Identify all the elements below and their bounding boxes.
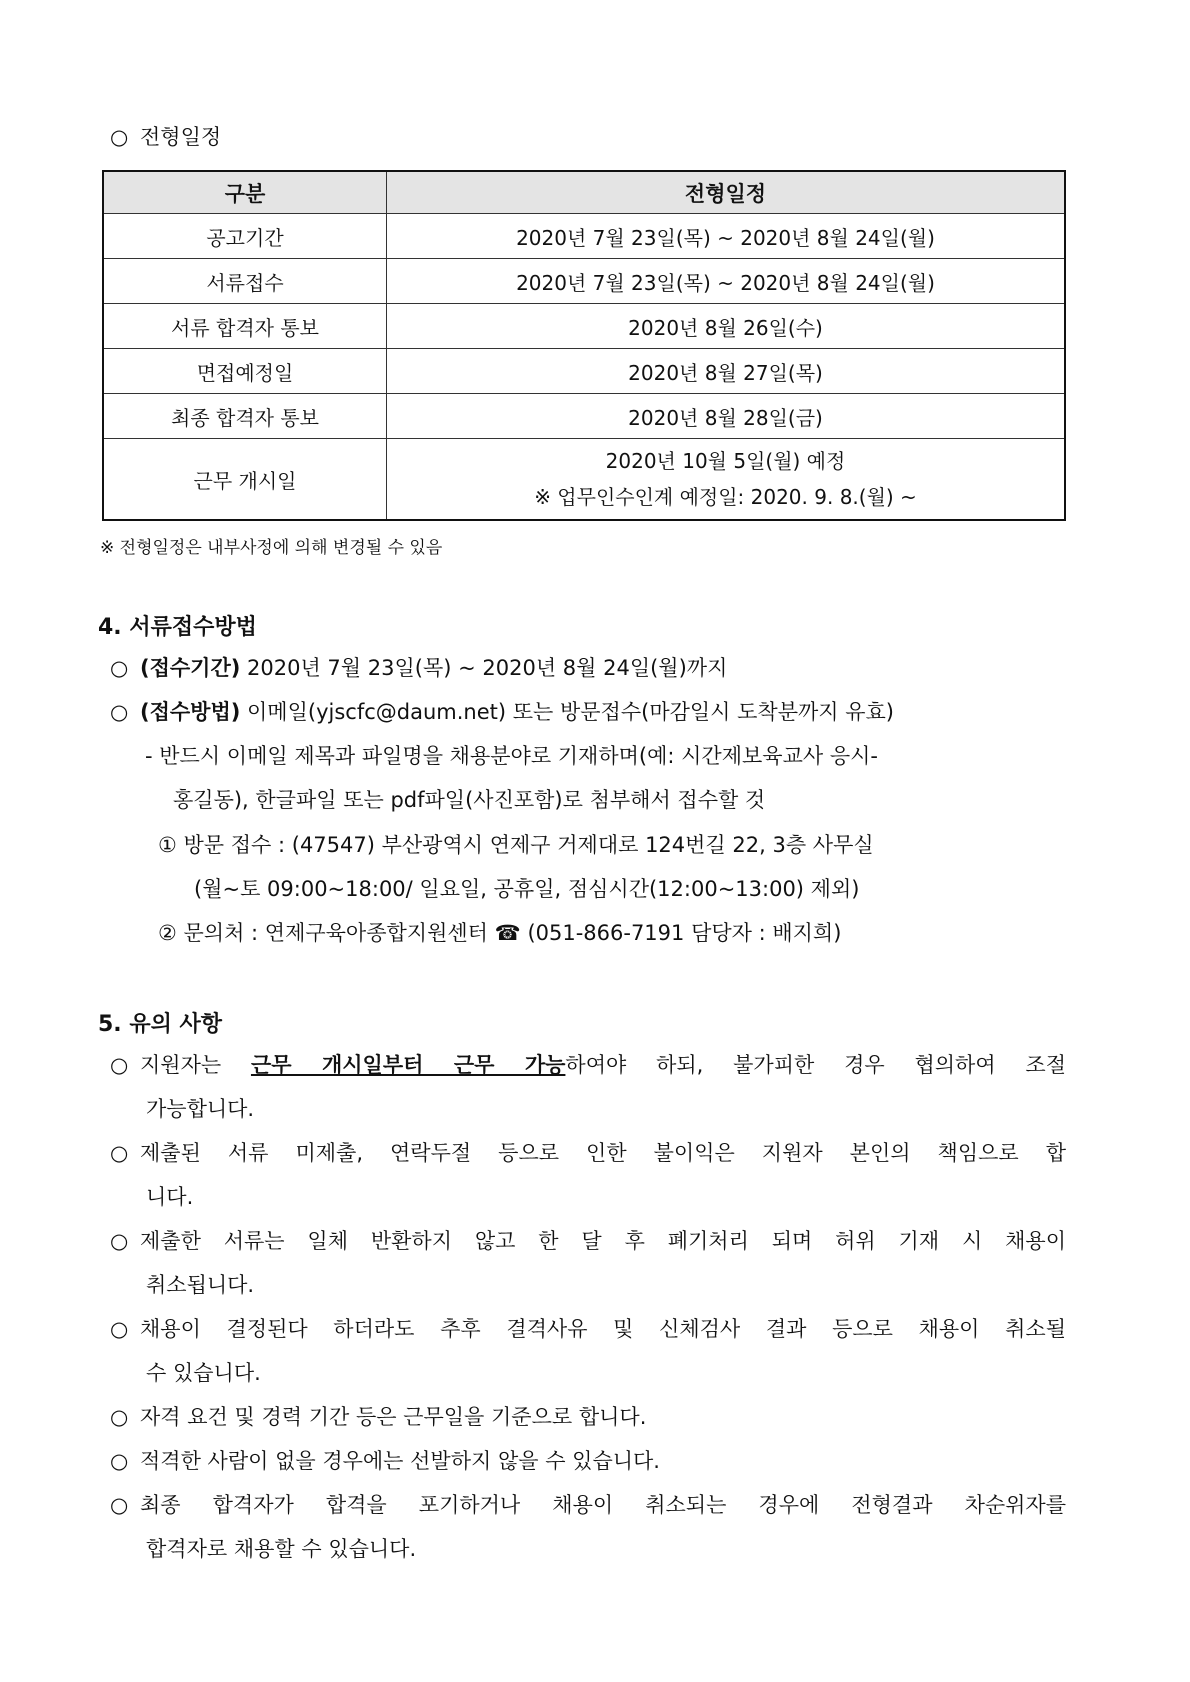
row-value: 2020년 8월 27일(목) (387, 349, 1066, 394)
notice-text: 최종 합격자가 합격을 포기하거나 채용이 취소되는 경우에 전형결과 차순위자를 (140, 1493, 1066, 1517)
circle-bullet-icon: ○ (110, 1229, 129, 1253)
row-value-line2: ※ 업무인수인계 예정일: 2020. 9. 8.(월) ~ (534, 485, 917, 509)
notice-underlined-text: 근무 개시일부터 근무 가능 (250, 1053, 566, 1077)
row-value: 2020년 7월 23일(목) ~ 2020년 8월 24일(월) (387, 214, 1066, 259)
row-value-line1: 2020년 10월 5일(월) 예정 (605, 449, 846, 473)
circle-bullet-icon: ○ (110, 1317, 129, 1341)
circle-bullet-icon: ○ (110, 125, 129, 149)
table-row (103, 439, 1065, 521)
section4-heading: 4. 서류접수방법 (98, 615, 257, 640)
notice-text: 지원자는 (140, 1053, 251, 1077)
item-label: (접수기간) (140, 656, 241, 680)
notice-text: 제출한 서류는 일체 반환하지 않고 한 달 후 폐기처리 되며 허위 기재 시 채용이 (140, 1229, 1066, 1253)
schedule-table (102, 170, 1066, 521)
row-label: 공고기간 (103, 214, 387, 259)
table-row (103, 394, 1065, 439)
circle-bullet-icon: ○ (110, 1053, 129, 1077)
item-label: (접수방법) (140, 700, 241, 724)
notice-item-3 (110, 1227, 1066, 1255)
header-category: 구분 (103, 171, 387, 214)
table-row (103, 214, 1065, 259)
notice-item-2-line2: 니다. (146, 1185, 194, 1209)
schedule-title (110, 123, 221, 151)
notice-item-3-line2: 취소됩니다. (146, 1273, 255, 1297)
visit-address-line: ① 방문 접수 : (47547) 부산광역시 연제구 거제대로 124번길 22, 3층 사무실 (158, 833, 874, 857)
circle-bullet-icon: ○ (110, 1493, 129, 1517)
notice-item-1 (110, 1051, 1066, 1079)
notice-item-7-line2: 합격자로 채용할 수 있습니다. (146, 1537, 417, 1561)
notice-text: 제출된 서류 미제출, 연락두절 등으로 인한 불이익은 지원자 본인의 책임으로 합 (140, 1141, 1066, 1165)
row-label: 최종 합격자 통보 (103, 394, 387, 439)
contact-line: ② 문의처 : 연제구육아종합지원센터 ☎ (051-866-7191 담당자 : 배지희) (158, 921, 842, 945)
notice-text: 하여야 하되, 불가피한 경우 협의하여 조절 (565, 1053, 1066, 1077)
section4-item-method (110, 698, 894, 726)
table-row (103, 259, 1065, 304)
circle-bullet-icon: ○ (110, 1405, 129, 1429)
notice-text: 자격 요건 및 경력 기간 등은 근무일을 기준으로 합니다. (140, 1405, 647, 1429)
row-value: 2020년 8월 26일(수) (387, 304, 1066, 349)
notice-text: 적격한 사람이 없을 경우에는 선발하지 않을 수 있습니다. (140, 1449, 660, 1473)
notice-text: 채용이 결정된다 하더라도 추후 결격사유 및 신체검사 결과 등으로 채용이 취소될 (140, 1317, 1066, 1341)
circle-bullet-icon: ○ (110, 656, 129, 680)
schedule-note: ※ 전형일정은 내부사정에 의해 변경될 수 있음 (100, 538, 443, 558)
notice-item-4-line2: 수 있습니다. (146, 1361, 261, 1385)
circle-bullet-icon: ○ (110, 1449, 129, 1473)
item-text: 이메일(yjscfc@daum.net) 또는 방문접수(마감일시 도착분까지 유효) (240, 700, 895, 724)
row-value: 2020년 7월 23일(목) ~ 2020년 8월 24일(월) (387, 259, 1066, 304)
row-label: 서류접수 (103, 259, 387, 304)
row-label: 면접예정일 (103, 349, 387, 394)
notice-item-6 (110, 1447, 660, 1475)
notice-item-5 (110, 1403, 646, 1431)
schedule-title-text: 전형일정 (140, 125, 222, 149)
notice-item-4 (110, 1315, 1066, 1343)
notice-item-2 (110, 1139, 1066, 1167)
header-schedule: 전형일정 (387, 171, 1066, 214)
dash-line-1: - 반드시 이메일 제목과 파일명을 채용분야로 기재하며(예: 시간제보육교사 응시- (145, 744, 878, 768)
circle-bullet-icon: ○ (110, 700, 129, 724)
notice-item-7 (110, 1491, 1066, 1519)
row-label: 서류 합격자 통보 (103, 304, 387, 349)
row-value: 2020년 8월 28일(금) (387, 394, 1066, 439)
row-value (387, 439, 1066, 521)
notice-item-1-line2: 가능합니다. (146, 1097, 255, 1121)
section4-item-period (110, 654, 727, 682)
circle-bullet-icon: ○ (110, 1141, 129, 1165)
item-text: 2020년 7월 23일(목) ~ 2020년 8월 24일(월)까지 (240, 656, 728, 680)
dash-line-2: 홍길동), 한글파일 또는 pdf파일(사진포함)로 첨부해서 접수할 것 (173, 788, 766, 812)
table-row (103, 349, 1065, 394)
section5-heading: 5. 유의 사항 (98, 1012, 222, 1037)
row-label: 근무 개시일 (103, 439, 387, 521)
table-header-row (103, 171, 1065, 214)
visit-hours-line: (월~토 09:00~18:00/ 일요일, 공휴일, 점심시간(12:00~13:00) 제외) (194, 877, 860, 901)
table-row (103, 304, 1065, 349)
